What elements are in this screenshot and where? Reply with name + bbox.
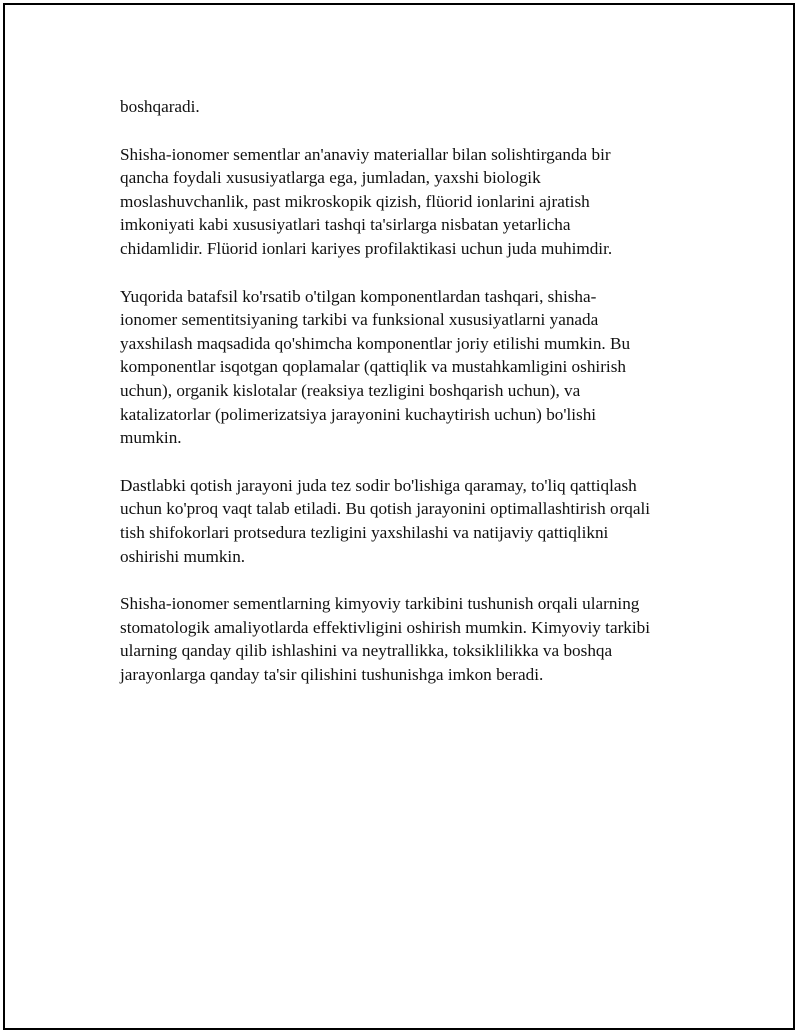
paragraph-2: Shisha-ionomer sementlar an'anaviy materiallar bilan solishtirganda bir qancha foydali xususiyatlarga ega, jumladan, yaxshi biologik moslashuvchanlik, past mikroskopik qizish, flüorid ionlarini ajratish imkoniyati kabi xususiyatlari tashqi ta'sirlarga nisbatan yetarlicha chidamlidir. Flüorid ionlari kariyes profilaktikasi uchun juda muhimdir. — [120, 144, 613, 258]
paragraph-3: Yuqorida batafsil ko'rsatib o'tilgan komponentlardan tashqari, shisha- ionomer sementitsiyaning tarkibi va funksional xususiyatlarni yanada yaxshilash maqsadida qo'shimcha komponentlar joriy etilishi mumkin. Bu komponentlar isqotgan qoplamalar (qattiqlik va mustahkamligini oshirish uchun), organik kislotalar (reaksiya tezligini boshqarish uchun), va katalizatorlar (polimerizatsiya jarayonini kuchaytirish uchun) bo'lishi mumkin. — [120, 286, 631, 448]
document-body — [120, 95, 690, 710]
paragraph-5: Shisha-ionomer sementlarning kimyoviy tarkibini tushunish orqali ularning stomatologik amaliyotlarda effektivligini oshirish mumkin. Kimyoviy tarkibi ularning qanday qilib ishlashini va neytrallikka, toksiklilikka va boshqa jarayonlarga qanday ta'sir qilishini tushunishga imkon beradi. — [120, 594, 651, 684]
paragraph-4: Dastlabki qotish jarayoni juda tez sodir bo'lishiga qaramay, to'liq qattiqlash uchun ko'proq vaqt talab etiladi. Bu qotish jarayonini optimallashtirish orqali tish shifokorlari protsedura tezligini yaxshilashi va natijaviy qattiqlikni oshirishi mumkin. — [120, 475, 651, 566]
document-page — [3, 3, 795, 1030]
paragraph-1: boshqaradi. — [120, 97, 200, 116]
